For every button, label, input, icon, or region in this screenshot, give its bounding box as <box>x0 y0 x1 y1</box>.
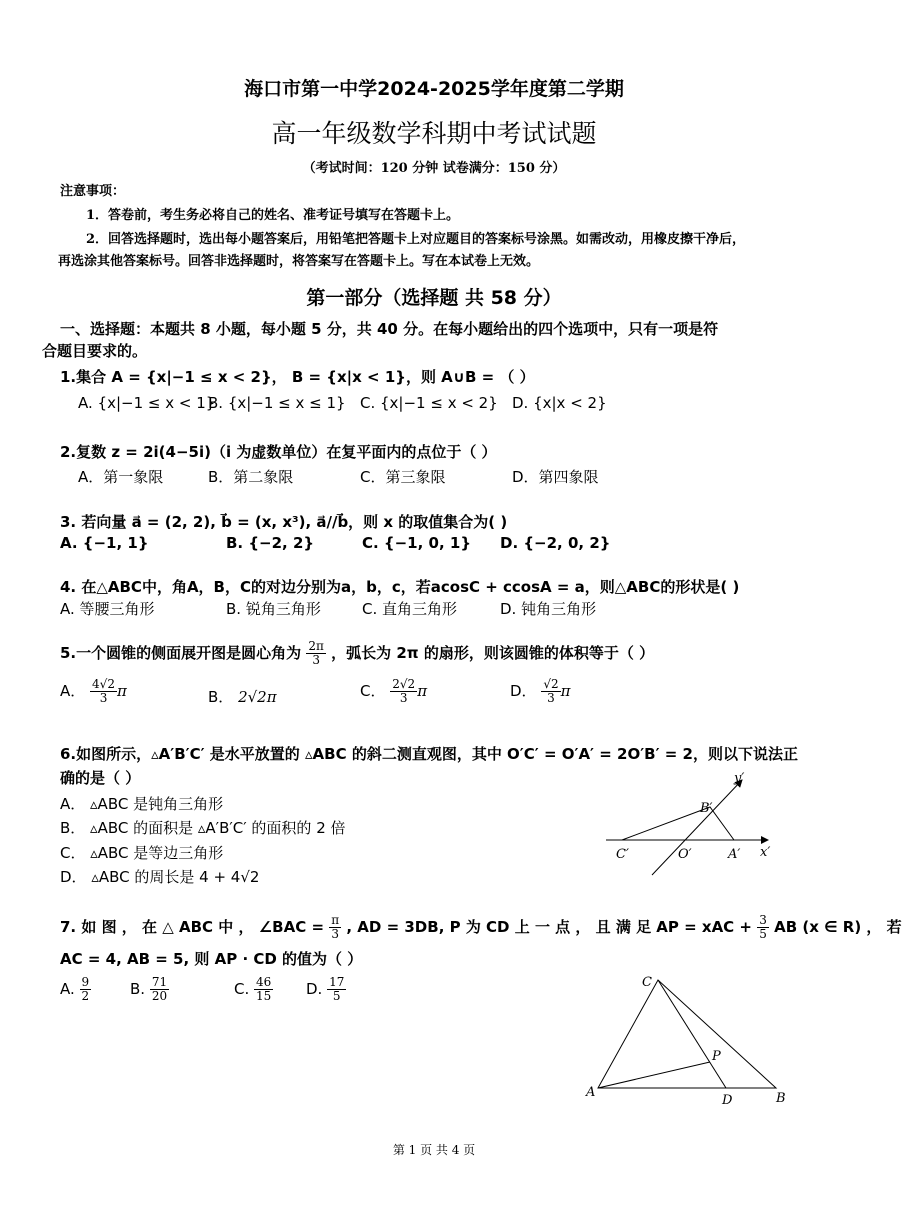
note-item: 2．回答选择题时，选出每小题答案后，用铅笔把答题卡上对应题目的答案标号涂黑。如需改动，用橡皮擦干净后， <box>86 232 746 247</box>
denominator: 20 <box>151 989 168 1003</box>
exam-title: 高一年级数学科期中考试试题 <box>271 119 597 148</box>
point-c-label: C′ <box>616 847 629 862</box>
option-label: C． <box>360 682 386 700</box>
school-line: 海口市第一中学2024-2025学年度第二学期 <box>244 78 624 100</box>
question-3-option-a: A. {−1, 1} <box>60 534 149 552</box>
denominator: 3 <box>399 691 408 705</box>
numerator: π <box>331 913 340 927</box>
fraction <box>329 914 341 941</box>
numerator: 2π <box>308 639 324 653</box>
question-1-stem: 1.集合 A = {x|−1 ≤ x < 2}， B = {x|x < 1}，则 A∪B = （ ） <box>60 368 535 386</box>
fraction <box>150 976 169 1003</box>
question-7-option-d <box>306 976 346 1003</box>
question-1-option-b: B. {x|−1 ≤ x ≤ 1} <box>208 394 346 412</box>
option-label: B． <box>208 688 234 706</box>
question-5-option-c <box>360 678 427 705</box>
question-1-option-c: C. {x|−1 ≤ x < 2} <box>360 394 498 412</box>
fraction <box>390 678 417 705</box>
oblique-projection-figure <box>600 770 780 880</box>
option-label: C. <box>234 980 250 998</box>
denominator: 5 <box>759 927 767 941</box>
note-item: 1．答卷前，考生务必将自己的姓名、准考证号填写在答题卡上。 <box>86 208 460 223</box>
fraction <box>90 678 117 705</box>
pi: π <box>417 682 428 700</box>
denominator: 15 <box>256 989 272 1003</box>
question-3-option-b: B. {−2, 2} <box>226 534 315 552</box>
point-o-label: O′ <box>678 847 692 862</box>
option-label: A. <box>60 980 75 998</box>
triangle-abc-figure <box>580 966 790 1111</box>
question-6-option-b: B． ▵ABC 的面积是 ▵A′B′C′ 的面积的 2 倍 <box>60 819 346 837</box>
question-3-stem: 3. 若向量 a⃗ = (2, 2), b⃗ = (x, x³), a⃗//b⃗，则 x 的取值集合为( ) <box>60 513 508 531</box>
question-2-option-c: C．第三象限 <box>360 468 446 486</box>
question-4-option-c: C. 直角三角形 <box>362 600 458 618</box>
stem-text: AB (x ∈ R) ， 若 <box>774 918 902 936</box>
question-5-option-b <box>208 686 277 707</box>
pi: π <box>560 682 571 700</box>
question-4-stem: 4. 在△ABC中，角A，B，C的对边分别为a，b，c，若acosC + ccosA = a，则△ABC的形状是( ) <box>60 578 740 596</box>
numerator: 3 <box>759 913 767 927</box>
point-p-label: P <box>712 1049 721 1064</box>
question-3-option-d: D. {−2, 0, 2} <box>500 534 611 552</box>
option-label: D． <box>510 682 537 700</box>
x-axis-label: x′ <box>760 845 771 860</box>
numerator: 2√2 <box>392 677 416 691</box>
denominator: 3 <box>99 691 108 705</box>
point-a-label: A <box>586 1085 596 1100</box>
question-6-option-c: C． ▵ABC 是等边三角形 <box>60 844 224 862</box>
denominator: 3 <box>312 653 320 667</box>
numerator: 46 <box>256 975 272 989</box>
question-7-option-a <box>60 976 91 1003</box>
fraction <box>80 976 92 1003</box>
question-6-option-d: D． ▵ABC 的周长是 4 + 4√2 <box>60 868 260 886</box>
question-6-stem: 6.如图所示，▵A′B′C′ 是水平放置的 ▵ABC 的斜二测直观图，其中 O′C′ = O′A′ = 2O′B′ = 2，则以下说法正 <box>60 745 798 763</box>
question-4-option-d: D. 钝角三角形 <box>500 600 597 618</box>
denominator: 2 <box>81 989 90 1003</box>
question-1-option-a: A. {x|−1 ≤ x < 1} <box>78 394 216 412</box>
point-a-label: A′ <box>728 847 741 862</box>
numerator: 9 <box>81 975 90 989</box>
denominator: 3 <box>547 691 555 705</box>
stem-text: , AD = 3DB, P 为 CD 上 一 点 ， 且 满 足 AP = xAC + <box>346 918 752 936</box>
question-7-option-b <box>130 976 169 1003</box>
notes-heading: 注意事项： <box>60 184 126 199</box>
question-5-option-a <box>60 678 127 705</box>
fraction <box>254 976 273 1003</box>
option-label: B. <box>130 980 146 998</box>
question-4-option-b: B. 锐角三角形 <box>226 600 321 618</box>
question-2-stem: 2.复数 z = 2i(4−5i)（i 为虚数单位）在复平面内的点位于（ ） <box>60 443 497 461</box>
question-2-option-a: A．第一象限 <box>78 468 164 486</box>
section-title: 第一部分（选择题 共 58 分） <box>306 287 562 309</box>
question-7-option-c <box>234 976 273 1003</box>
triangle-abc <box>598 980 776 1088</box>
question-1-option-d: D. {x|x < 2} <box>512 394 607 412</box>
numerator: 4√2 <box>92 677 115 691</box>
denominator: 3 <box>331 927 340 941</box>
numerator: 71 <box>151 975 168 989</box>
numerator: √2 <box>543 677 559 691</box>
y-axis-label: y′ <box>734 771 745 786</box>
denominator: 5 <box>332 989 341 1003</box>
stem-text: 7. 如 图 ， 在 △ ABC 中 ， ∠BAC = <box>60 918 325 936</box>
fraction <box>757 914 769 941</box>
section-instruction: 一、选择题：本题共 8 小题，每小题 5 分，共 40 分。在每小题给出的四个选项中，只有一项是符 <box>60 320 719 338</box>
pi: π <box>116 682 127 700</box>
segment-ap <box>598 1062 710 1088</box>
point-b-label: B′ <box>700 801 713 816</box>
option-value: 2√2π <box>238 688 277 706</box>
exam-subtitle: （考试时间：120 分钟 试卷满分：150 分） <box>302 161 566 176</box>
stem-text: 5.一个圆锥的侧面展开图是圆心角为 <box>60 644 302 662</box>
page-number: 第 1 页 共 4 页 <box>392 1143 476 1157</box>
question-6-stem: 确的是（ ） <box>60 769 141 787</box>
fraction <box>327 976 346 1003</box>
fraction <box>306 640 326 667</box>
numerator: 17 <box>329 975 345 989</box>
question-7-stem <box>60 914 902 941</box>
question-3-option-c: C. {−1, 0, 1} <box>362 534 472 552</box>
option-label: A． <box>60 682 86 700</box>
section-instruction: 合题目要求的。 <box>42 342 148 360</box>
stem-text: ，弧长为 2π 的扇形，则该圆锥的体积等于（ ） <box>331 644 655 662</box>
fraction <box>541 678 560 705</box>
point-b-label: B <box>776 1091 786 1106</box>
point-c-label: C <box>642 975 652 990</box>
question-2-option-d: D．第四象限 <box>512 468 599 486</box>
note-item: 再选涂其他答案标号。回答非选择题时，将答案写在答题卡上。写在本试卷上无效。 <box>58 254 540 269</box>
option-label: D. <box>306 980 323 998</box>
point-d-label: D <box>722 1093 733 1108</box>
triangle-a-b-c-prime <box>622 807 734 840</box>
question-6-option-a: A． ▵ABC 是钝角三角形 <box>60 795 224 813</box>
question-5-stem <box>60 640 654 667</box>
question-4-option-a: A. 等腰三角形 <box>60 600 155 618</box>
question-5-option-d <box>510 678 570 705</box>
question-7-stem: AC = 4, AB = 5, 则 AP · CD 的值为（ ） <box>60 950 363 968</box>
question-2-option-b: B．第二象限 <box>208 468 294 486</box>
